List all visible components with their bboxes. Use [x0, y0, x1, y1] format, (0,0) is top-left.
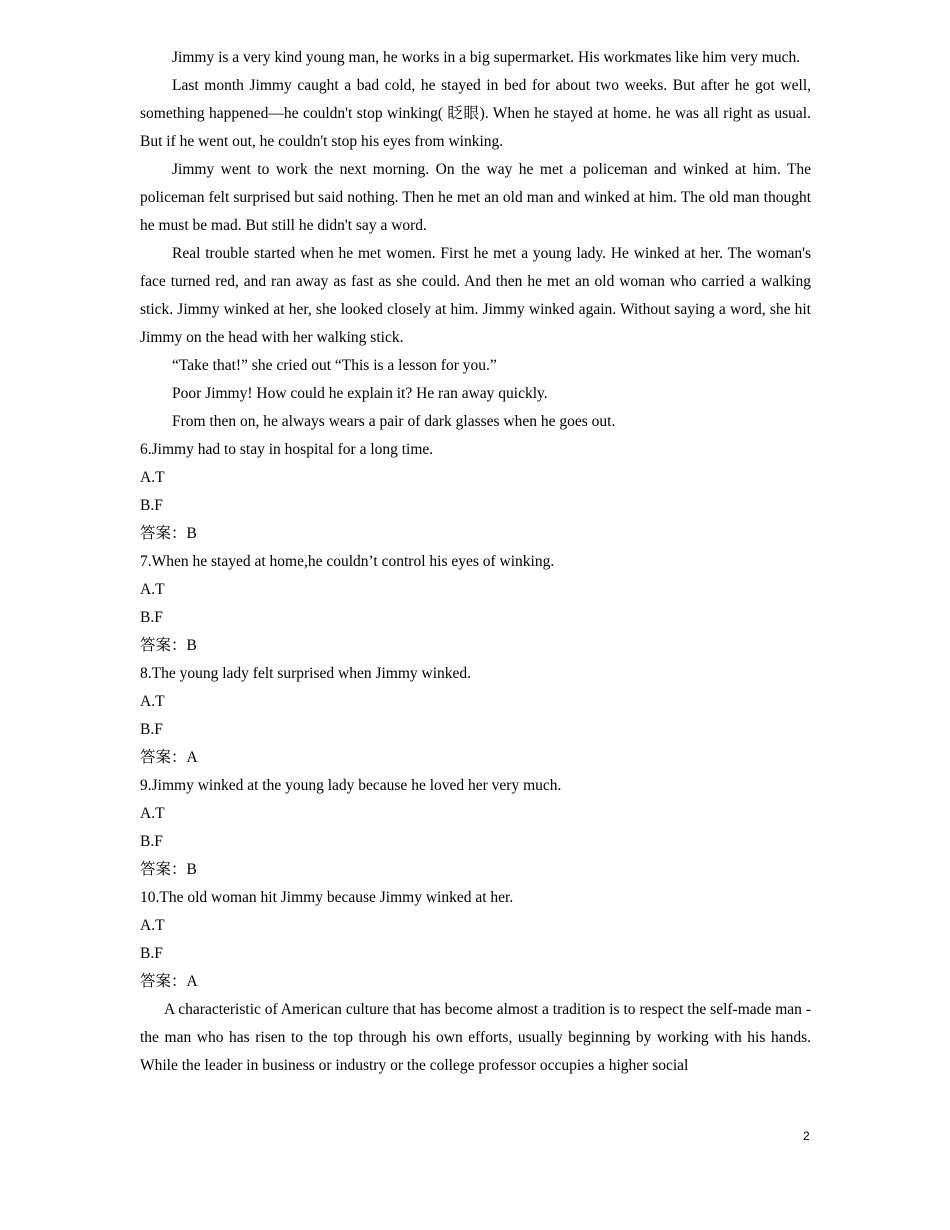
option-a: A.T: [140, 469, 165, 486]
option-b: B.F: [140, 945, 163, 962]
answer-key: 答案：B: [140, 637, 197, 654]
option-b: B.F: [140, 721, 163, 738]
question-stem: 7.When he stayed at home,he couldn’t control his eyes of winking.: [140, 553, 555, 570]
option-a: A.T: [140, 693, 165, 710]
answer-key: 答案：B: [140, 525, 197, 542]
passage-paragraph: Last month Jimmy caught a bad cold, he stayed in bed for about two weeks. But after he got well, something happened—he couldn't stop winking( 眨眼). When he stayed at home. he was all right as usual. But if he went out, he couldn't stop his eyes from winking.: [140, 77, 811, 150]
question-10: [140, 884, 811, 996]
reading-passage: [140, 44, 811, 436]
passage-paragraph: From then on, he always wears a pair of dark glasses when he goes out.: [172, 413, 616, 430]
page-content: [140, 44, 811, 1080]
answer-key: 答案：A: [140, 749, 198, 766]
option-b: B.F: [140, 833, 163, 850]
question-6: [140, 436, 811, 548]
option-b: B.F: [140, 497, 163, 514]
passage-paragraph: Jimmy is a very kind young man, he works in a big supermarket. His workmates like him very much.: [172, 49, 801, 66]
question-stem: 10.The old woman hit Jimmy because Jimmy winked at her.: [140, 889, 514, 906]
option-a: A.T: [140, 581, 165, 598]
option-b: B.F: [140, 609, 163, 626]
question-stem: 9.Jimmy winked at the young lady because he loved her very much.: [140, 777, 562, 794]
passage-paragraph: Jimmy went to work the next morning. On the way he met a policeman and winked at him. The policeman felt surprised but said nothing. Then he met an old man and winked at him. The old man thought he must be mad. But still he didn't say a word.: [140, 161, 811, 234]
question-9: [140, 772, 811, 884]
question-stem: 6.Jimmy had to stay in hospital for a long time.: [140, 441, 434, 458]
answer-key: 答案：B: [140, 861, 197, 878]
question-stem: 8.The young lady felt surprised when Jimmy winked.: [140, 665, 472, 682]
question-8: [140, 660, 811, 772]
question-7: [140, 548, 811, 660]
option-a: A.T: [140, 917, 165, 934]
passage-paragraph: Real trouble started when he met women. First he met a young lady. He winked at her. The woman's face turned red, and ran away as fast as she could. And then he met an old woman who carried a walking stick. Jimmy winked at her, she looked closely at him. Jimmy winked again. Without saying a word, she hit Jimmy on the head with her walking stick.: [140, 245, 811, 346]
next-passage-paragraph: A characteristic of American culture that has become almost a tradition is to respect the self-made man - the man who has risen to the top through his own efforts, usually beginning by working with his hands. While the leader in business or industry or the college professor occupies a higher social: [140, 1001, 811, 1074]
page-number: 2: [803, 1129, 810, 1143]
passage-paragraph: Poor Jimmy! How could he explain it? He ran away quickly.: [172, 385, 548, 402]
passage-paragraph: “Take that!” she cried out “This is a lesson for you.”: [172, 357, 497, 374]
answer-key: 答案：A: [140, 973, 198, 990]
option-a: A.T: [140, 805, 165, 822]
